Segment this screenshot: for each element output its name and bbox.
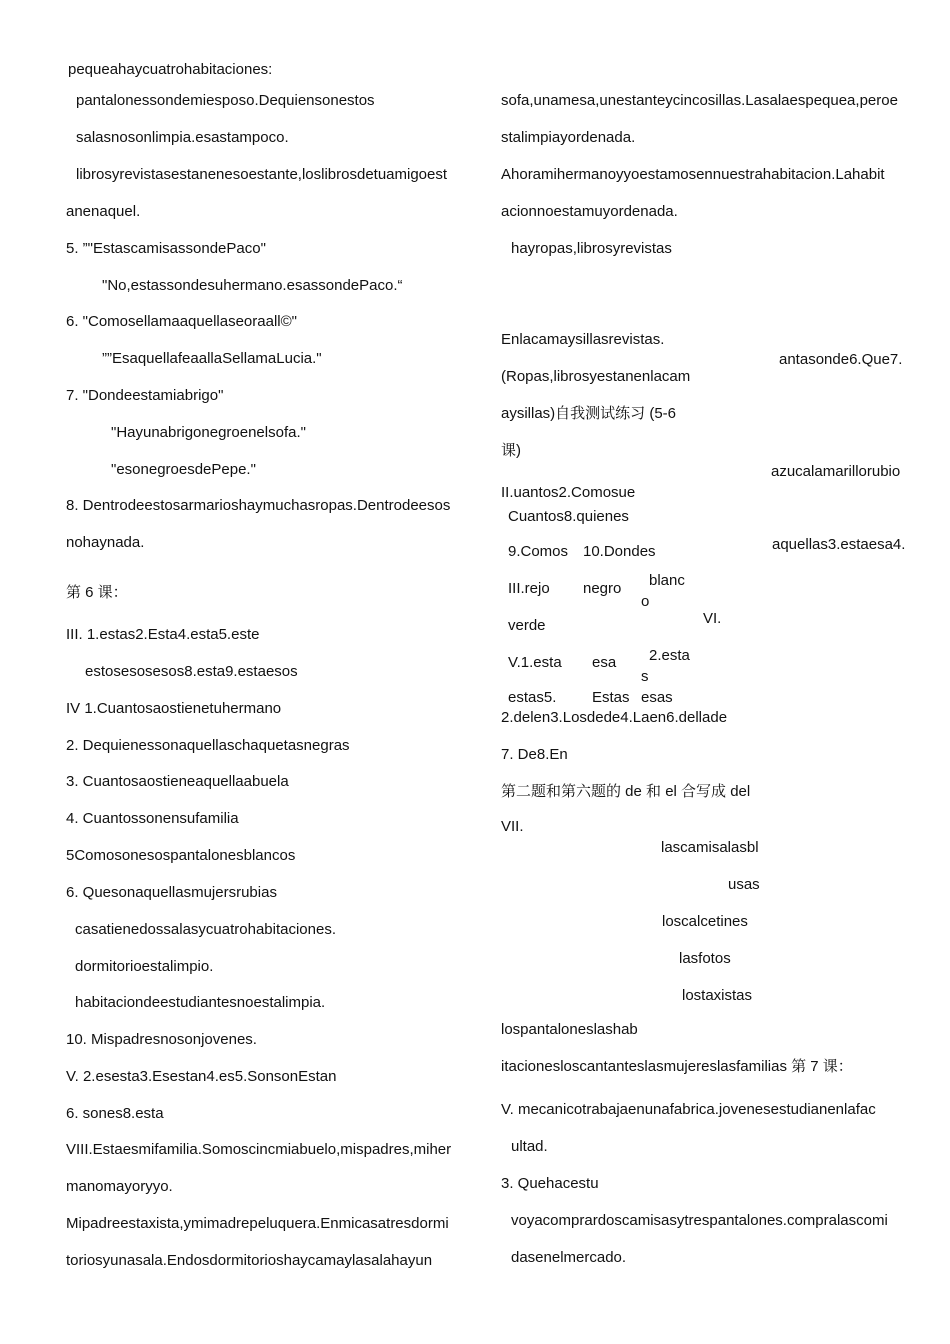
text-line: Mipadreestaxista,ymimadrepeluquera.Enmicasatresdormi (66, 1215, 449, 1232)
text-line: antasonde6.Que7. (779, 351, 903, 368)
text-line: lascamisalasbl (661, 839, 759, 856)
text-line: "No,estassondesuhermano.esassondePaco.“ (102, 277, 403, 294)
text-line: ””EsaquellafeaallaSellamaLucia." (102, 350, 322, 367)
text-line: pequeahaycuatrohabitaciones: (68, 61, 273, 78)
text-line: 课) (501, 442, 521, 459)
text-line: pantalonessondemiesposo.Dequiensonestos (76, 92, 375, 109)
text-line: stalimpiayordenada. (501, 129, 636, 146)
text-line: librosyrevistasestanenesoestante,loslibrosdetuamigoest (76, 166, 448, 183)
text-line: 7. De8.En (501, 746, 568, 763)
text-line: Estas (592, 689, 630, 706)
text-line: lospantaloneslashab (501, 1021, 638, 1038)
text-line: "esonegroesdePepe." (111, 461, 256, 478)
text-line: estas5. (508, 689, 557, 706)
text-line: salasnosonlimpia.esastampoco. (76, 129, 289, 146)
text-line: sofa,unamesa,unestanteycincosillas.Lasalaespequea,peroe (501, 92, 898, 109)
text-line: usas (728, 876, 760, 893)
text-line: dasenelmercado. (511, 1249, 627, 1266)
text-line: manomayoryyo. (66, 1178, 173, 1195)
text-line: 7. "Dondeestamiabrigo" (66, 387, 224, 404)
text-line: Cuantos8.quienes (508, 508, 629, 525)
text-line: habitaciondeestudiantesnoestalimpia. (75, 994, 326, 1011)
text-line: esa (592, 654, 617, 671)
text-line: toriosyunasala.Endosdormitorioshaycamaylasalahayun (66, 1252, 433, 1269)
text-line: 3. Cuantosaostieneaquellaabuela (66, 773, 289, 790)
text-line: 第二题和第六题的 de 和 el 合写成 del (501, 783, 751, 800)
text-line: anenaquel. (66, 203, 141, 220)
text-line: estosesosesos8.esta9.estaesos (85, 663, 298, 680)
text-line: "Hayunabrigonegroenelsofa." (111, 424, 306, 441)
text-line: acionnoestamuyordenada. (501, 203, 678, 220)
text-line: II.uantos2.Comosue (501, 484, 636, 501)
text-line: verde (508, 617, 546, 634)
text-line: dormitorioestalimpio. (75, 958, 214, 975)
text-line: loscalcetines (662, 913, 748, 930)
text-line: 2.esta (649, 647, 690, 664)
text-line: aysillas)自我测试练习 (5-6 (501, 405, 677, 422)
text-line: s (641, 668, 649, 685)
text-line: lasfotos (679, 950, 731, 967)
text-line: 6. Quesonaquellasmujersrubias (66, 884, 277, 901)
text-line: 10.Dondes (583, 543, 656, 560)
text-line: nohaynada. (66, 534, 145, 551)
text-line: hayropas,librosyrevistas (511, 240, 672, 257)
text-line: itacionesloscantanteslasmujereslasfamilias 第 7 课： (501, 1058, 853, 1075)
text-line: IV 1.Cuantosaostienetuhermano (66, 700, 282, 717)
text-line: 2.delen3.Losdede4.Laen6.dellade (501, 709, 728, 726)
text-line: III. 1.estas2.Esta4.esta5.este (66, 626, 260, 643)
text-line: V. mecanicotrabajaenunafabrica.jovenesestudianenlafac (501, 1101, 876, 1118)
text-line: negro (583, 580, 622, 597)
text-line: ultad. (511, 1138, 548, 1155)
text-line: VI. (703, 610, 722, 627)
text-line: 5Comosonesospantalonesblancos (66, 847, 296, 864)
text-line: 6. sones8.esta (66, 1105, 164, 1122)
text-line: 10. Mispadresnosonjovenes. (66, 1031, 257, 1048)
text-line: Enlacamaysillasrevistas. (501, 331, 665, 348)
text-line: 4. Cuantossonensufamilia (66, 810, 239, 827)
text-line: VII. (501, 818, 524, 835)
text-line: lostaxistas (682, 987, 753, 1004)
text-line: 5. ”"EstascamisassondePaco" (66, 240, 266, 257)
text-line: 8. Dentrodeestosarmarioshaymuchasropas.Dentrodeesos (66, 497, 451, 514)
text-line: (Ropas,librosyestanenlacam (501, 368, 691, 385)
text-line: esas (641, 689, 673, 706)
section-heading: 第 6 课： (66, 584, 128, 601)
text-line: 9.Comos (508, 543, 569, 560)
text-line: VIII.Estaesmifamilia.Somoscincmiabuelo,mispadres,miher (66, 1141, 452, 1158)
text-line: 3. Quehacestu (501, 1175, 599, 1192)
text-line: III.rejo (508, 580, 550, 597)
text-line: Ahoramihermanoyyoestamosennuestrahabitacion.Lahabit (501, 166, 885, 183)
text-line: V. 2.esesta3.Esestan4.es5.SonsonEstan (66, 1068, 337, 1085)
text-line: casatienedossalasycuatrohabitaciones. (75, 921, 336, 938)
text-line: V.1.esta (508, 654, 562, 671)
text-line: 2. Dequienessonaquellaschaquetasnegras (66, 737, 350, 754)
text-line: aquellas3.estaesa4. (772, 536, 906, 553)
text-line: blanc (649, 572, 685, 589)
text-line: voyacomprardoscamisasytrespantalones.compralascomi (511, 1212, 888, 1229)
text-line: 6. "Comosellamaaquellaseoraall©" (66, 313, 297, 330)
text-line: o (641, 593, 650, 610)
text-line: azucalamarillorubio (771, 463, 901, 480)
